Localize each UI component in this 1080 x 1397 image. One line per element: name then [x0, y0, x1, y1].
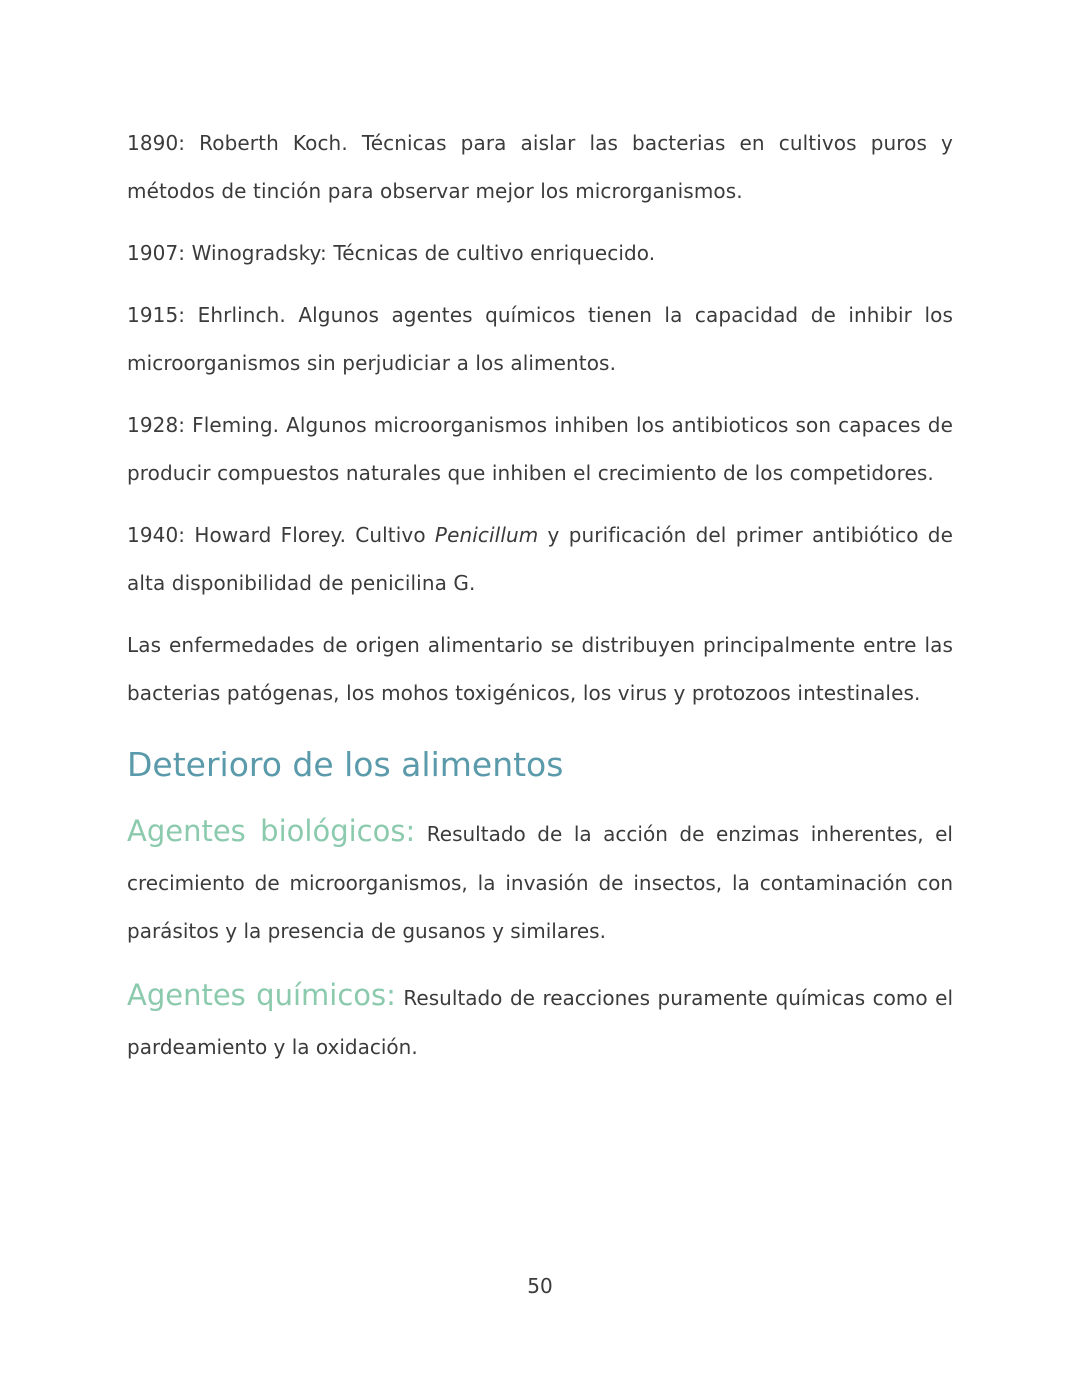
agent-quimicos	[127, 967, 953, 1071]
paragraph-ehrlinch: 1915: Ehrlinch. Algunos agentes químicos tienen la capacidad de inhibir los microorganismos sin perjudiciar a los alimentos.	[127, 303, 953, 375]
page-number: 50	[527, 1274, 553, 1298]
florey-italic-penicillum: Penicillum	[434, 523, 539, 547]
agent-quimicos-label: Agentes químicos:	[127, 978, 396, 1012]
paragraph-enfermedades: Las enfermedades de origen alimentario se distribuyen principalmente entre las bacterias patógenas, los mohos toxigénicos, los virus y protozoos intestinales.	[127, 633, 953, 705]
section-heading: Deterioro de los alimentos	[127, 745, 564, 784]
agent-biologicos-label: Agentes biológicos:	[127, 814, 416, 848]
paragraph-fleming: 1928: Fleming. Algunos microorganismos inhiben los antibioticos son capaces de producir compuestos naturales que inhiben el crecimiento de los competidores.	[127, 413, 953, 485]
florey-text-before: 1940: Howard Florey. Cultivo	[127, 523, 435, 547]
page-content	[127, 119, 953, 1083]
agent-biologicos-text: Resultado de la acción de enzimas inherentes, el crecimiento de microorganismos, la invasión de insectos, la contaminación con parásitos y la presencia de gusanos y similares.	[127, 822, 953, 943]
florey-text-after: y purificación del primer antibiótico de alta disponibilidad de penicilina G.	[127, 523, 953, 595]
paragraph-winogradsky: 1907: Winogradsky: Técnicas de cultivo enriquecido.	[127, 241, 656, 265]
paragraph-koch: 1890: Roberth Koch. Técnicas para aislar las bacterias en cultivos puros y métodos de tinción para observar mejor los microrganismos.	[127, 131, 953, 203]
agent-quimicos-text: Resultado de reacciones puramente químicas como el pardeamiento y la oxidación.	[127, 986, 953, 1059]
agent-biologicos	[127, 803, 953, 955]
paragraph-florey	[127, 511, 953, 607]
